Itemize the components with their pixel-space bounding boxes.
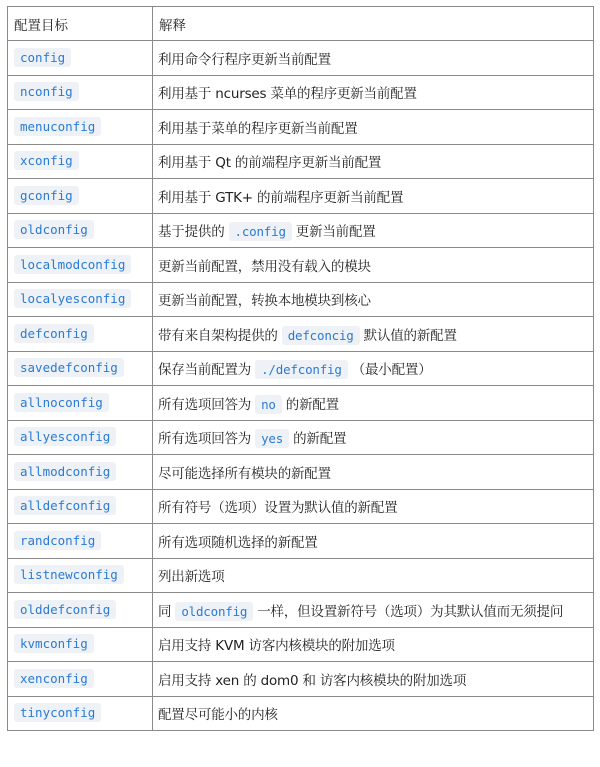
table-row bbox=[8, 386, 594, 421]
target-cell bbox=[8, 248, 153, 283]
table-row bbox=[8, 455, 594, 490]
table-row bbox=[8, 489, 594, 524]
header-description: 解释 bbox=[153, 7, 594, 41]
description-cell bbox=[153, 627, 594, 662]
target-cell bbox=[8, 41, 153, 76]
config-targets-table bbox=[7, 6, 594, 731]
description-cell bbox=[153, 386, 594, 421]
target-cell bbox=[8, 420, 153, 455]
target-cell bbox=[8, 558, 153, 593]
table-row bbox=[8, 662, 594, 697]
inline-code: .config bbox=[229, 222, 292, 241]
target-cell bbox=[8, 524, 153, 559]
description-cell bbox=[153, 248, 594, 283]
table-body bbox=[8, 41, 594, 731]
description-cell bbox=[153, 179, 594, 214]
description-text: 所有符号（选项）设置为默认值的新配置 bbox=[158, 500, 398, 517]
description-text: 所有选项回答为 bbox=[158, 396, 252, 413]
target-code: olddefconfig bbox=[14, 600, 116, 619]
target-cell bbox=[8, 351, 153, 386]
target-cell bbox=[8, 489, 153, 524]
description-text: 利用基于 ncurses 菜单的程序更新当前配置 bbox=[158, 86, 417, 103]
table-row bbox=[8, 317, 594, 352]
description-cell bbox=[153, 420, 594, 455]
description-cell bbox=[153, 317, 594, 352]
target-code: gconfig bbox=[14, 186, 79, 205]
inline-code: defconcig bbox=[282, 326, 360, 345]
target-code: localyesconfig bbox=[14, 289, 131, 308]
table-row bbox=[8, 110, 594, 145]
target-code: xconfig bbox=[14, 151, 79, 170]
description-cell bbox=[153, 75, 594, 110]
description-cell bbox=[153, 144, 594, 179]
description-text: 保存当前配置为 bbox=[158, 362, 252, 379]
header-target: 配置目标 bbox=[8, 7, 153, 41]
description-cell bbox=[153, 593, 594, 628]
target-code: tinyconfig bbox=[14, 703, 101, 722]
target-code: localmodconfig bbox=[14, 255, 131, 274]
description-cell bbox=[153, 696, 594, 731]
target-code: defconfig bbox=[14, 324, 94, 343]
target-cell bbox=[8, 282, 153, 317]
description-text: 所有选项随机选择的新配置 bbox=[158, 534, 318, 551]
target-code: nconfig bbox=[14, 82, 79, 101]
table-row bbox=[8, 420, 594, 455]
target-code: oldconfig bbox=[14, 220, 94, 239]
target-code: allmodconfig bbox=[14, 462, 116, 481]
target-code: xenconfig bbox=[14, 669, 94, 688]
table-row bbox=[8, 179, 594, 214]
description-text: 启用支持 KVM 访客内核模块的附加选项 bbox=[158, 638, 395, 655]
description-cell bbox=[153, 41, 594, 76]
target-cell bbox=[8, 386, 153, 421]
description-text: 利用基于菜单的程序更新当前配置 bbox=[158, 120, 358, 137]
target-code: savedefconfig bbox=[14, 358, 124, 377]
description-text: 基于提供的 bbox=[158, 224, 225, 241]
description-text: 所有选项回答为 bbox=[158, 431, 252, 448]
target-cell bbox=[8, 455, 153, 490]
table-row bbox=[8, 75, 594, 110]
table-row bbox=[8, 627, 594, 662]
table-row bbox=[8, 593, 594, 628]
target-cell bbox=[8, 144, 153, 179]
description-text: 利用基于 GTK+ 的前端程序更新当前配置 bbox=[158, 189, 404, 206]
table-row bbox=[8, 41, 594, 76]
description-text: 利用命令行程序更新当前配置 bbox=[158, 51, 331, 68]
target-cell bbox=[8, 593, 153, 628]
target-cell bbox=[8, 213, 153, 248]
description-cell bbox=[153, 455, 594, 490]
description-cell bbox=[153, 524, 594, 559]
table-row bbox=[8, 524, 594, 559]
target-code: allyesconfig bbox=[14, 427, 116, 446]
description-cell bbox=[153, 110, 594, 145]
target-cell bbox=[8, 627, 153, 662]
inline-code: yes bbox=[255, 429, 289, 448]
description-text: 启用支持 xen 的 dom0 和 访客内核模块的附加选项 bbox=[158, 672, 467, 689]
target-cell bbox=[8, 75, 153, 110]
description-text: （最小配置） bbox=[351, 362, 432, 379]
table-row bbox=[8, 282, 594, 317]
target-code: allnoconfig bbox=[14, 393, 109, 412]
target-cell bbox=[8, 662, 153, 697]
description-text: 带有来自架构提供的 bbox=[158, 327, 278, 344]
description-cell bbox=[153, 282, 594, 317]
description-text: 配置尽可能小的内核 bbox=[158, 707, 278, 724]
target-cell bbox=[8, 696, 153, 731]
target-code: menuconfig bbox=[14, 117, 101, 136]
description-text: 列出新选项 bbox=[158, 569, 225, 586]
target-cell bbox=[8, 179, 153, 214]
description-text: 默认值的新配置 bbox=[363, 327, 457, 344]
table-row bbox=[8, 558, 594, 593]
description-text: 利用基于 Qt 的前端程序更新当前配置 bbox=[158, 155, 382, 172]
target-code: config bbox=[14, 48, 71, 67]
description-cell bbox=[153, 489, 594, 524]
description-cell bbox=[153, 662, 594, 697]
target-code: randconfig bbox=[14, 531, 101, 550]
description-text: 更新当前配置，转换本地模块到核心 bbox=[158, 293, 371, 310]
description-cell bbox=[153, 351, 594, 386]
table-row bbox=[8, 144, 594, 179]
target-cell bbox=[8, 317, 153, 352]
description-text: 一样，但设置新符号（选项）为其默认值而无须提问 bbox=[257, 603, 564, 620]
table-row bbox=[8, 213, 594, 248]
inline-code: oldconfig bbox=[175, 602, 253, 621]
target-cell bbox=[8, 110, 153, 145]
description-text: 同 bbox=[158, 603, 172, 620]
target-code: kvmconfig bbox=[14, 634, 94, 653]
table-row bbox=[8, 248, 594, 283]
header-row bbox=[8, 7, 594, 41]
target-code: alldefconfig bbox=[14, 496, 116, 515]
target-code: listnewconfig bbox=[14, 565, 124, 584]
description-text: 尽可能选择所有模块的新配置 bbox=[158, 465, 331, 482]
inline-code: no bbox=[255, 395, 282, 414]
description-text: 更新当前配置，禁用没有载入的模块 bbox=[158, 258, 371, 275]
description-text: 的新配置 bbox=[293, 431, 347, 448]
table-row bbox=[8, 351, 594, 386]
description-cell bbox=[153, 213, 594, 248]
table-row bbox=[8, 696, 594, 731]
description-text: 更新当前配置 bbox=[295, 224, 376, 241]
description-cell bbox=[153, 558, 594, 593]
description-text: 的新配置 bbox=[285, 396, 339, 413]
inline-code: ./defconfig bbox=[255, 360, 348, 379]
